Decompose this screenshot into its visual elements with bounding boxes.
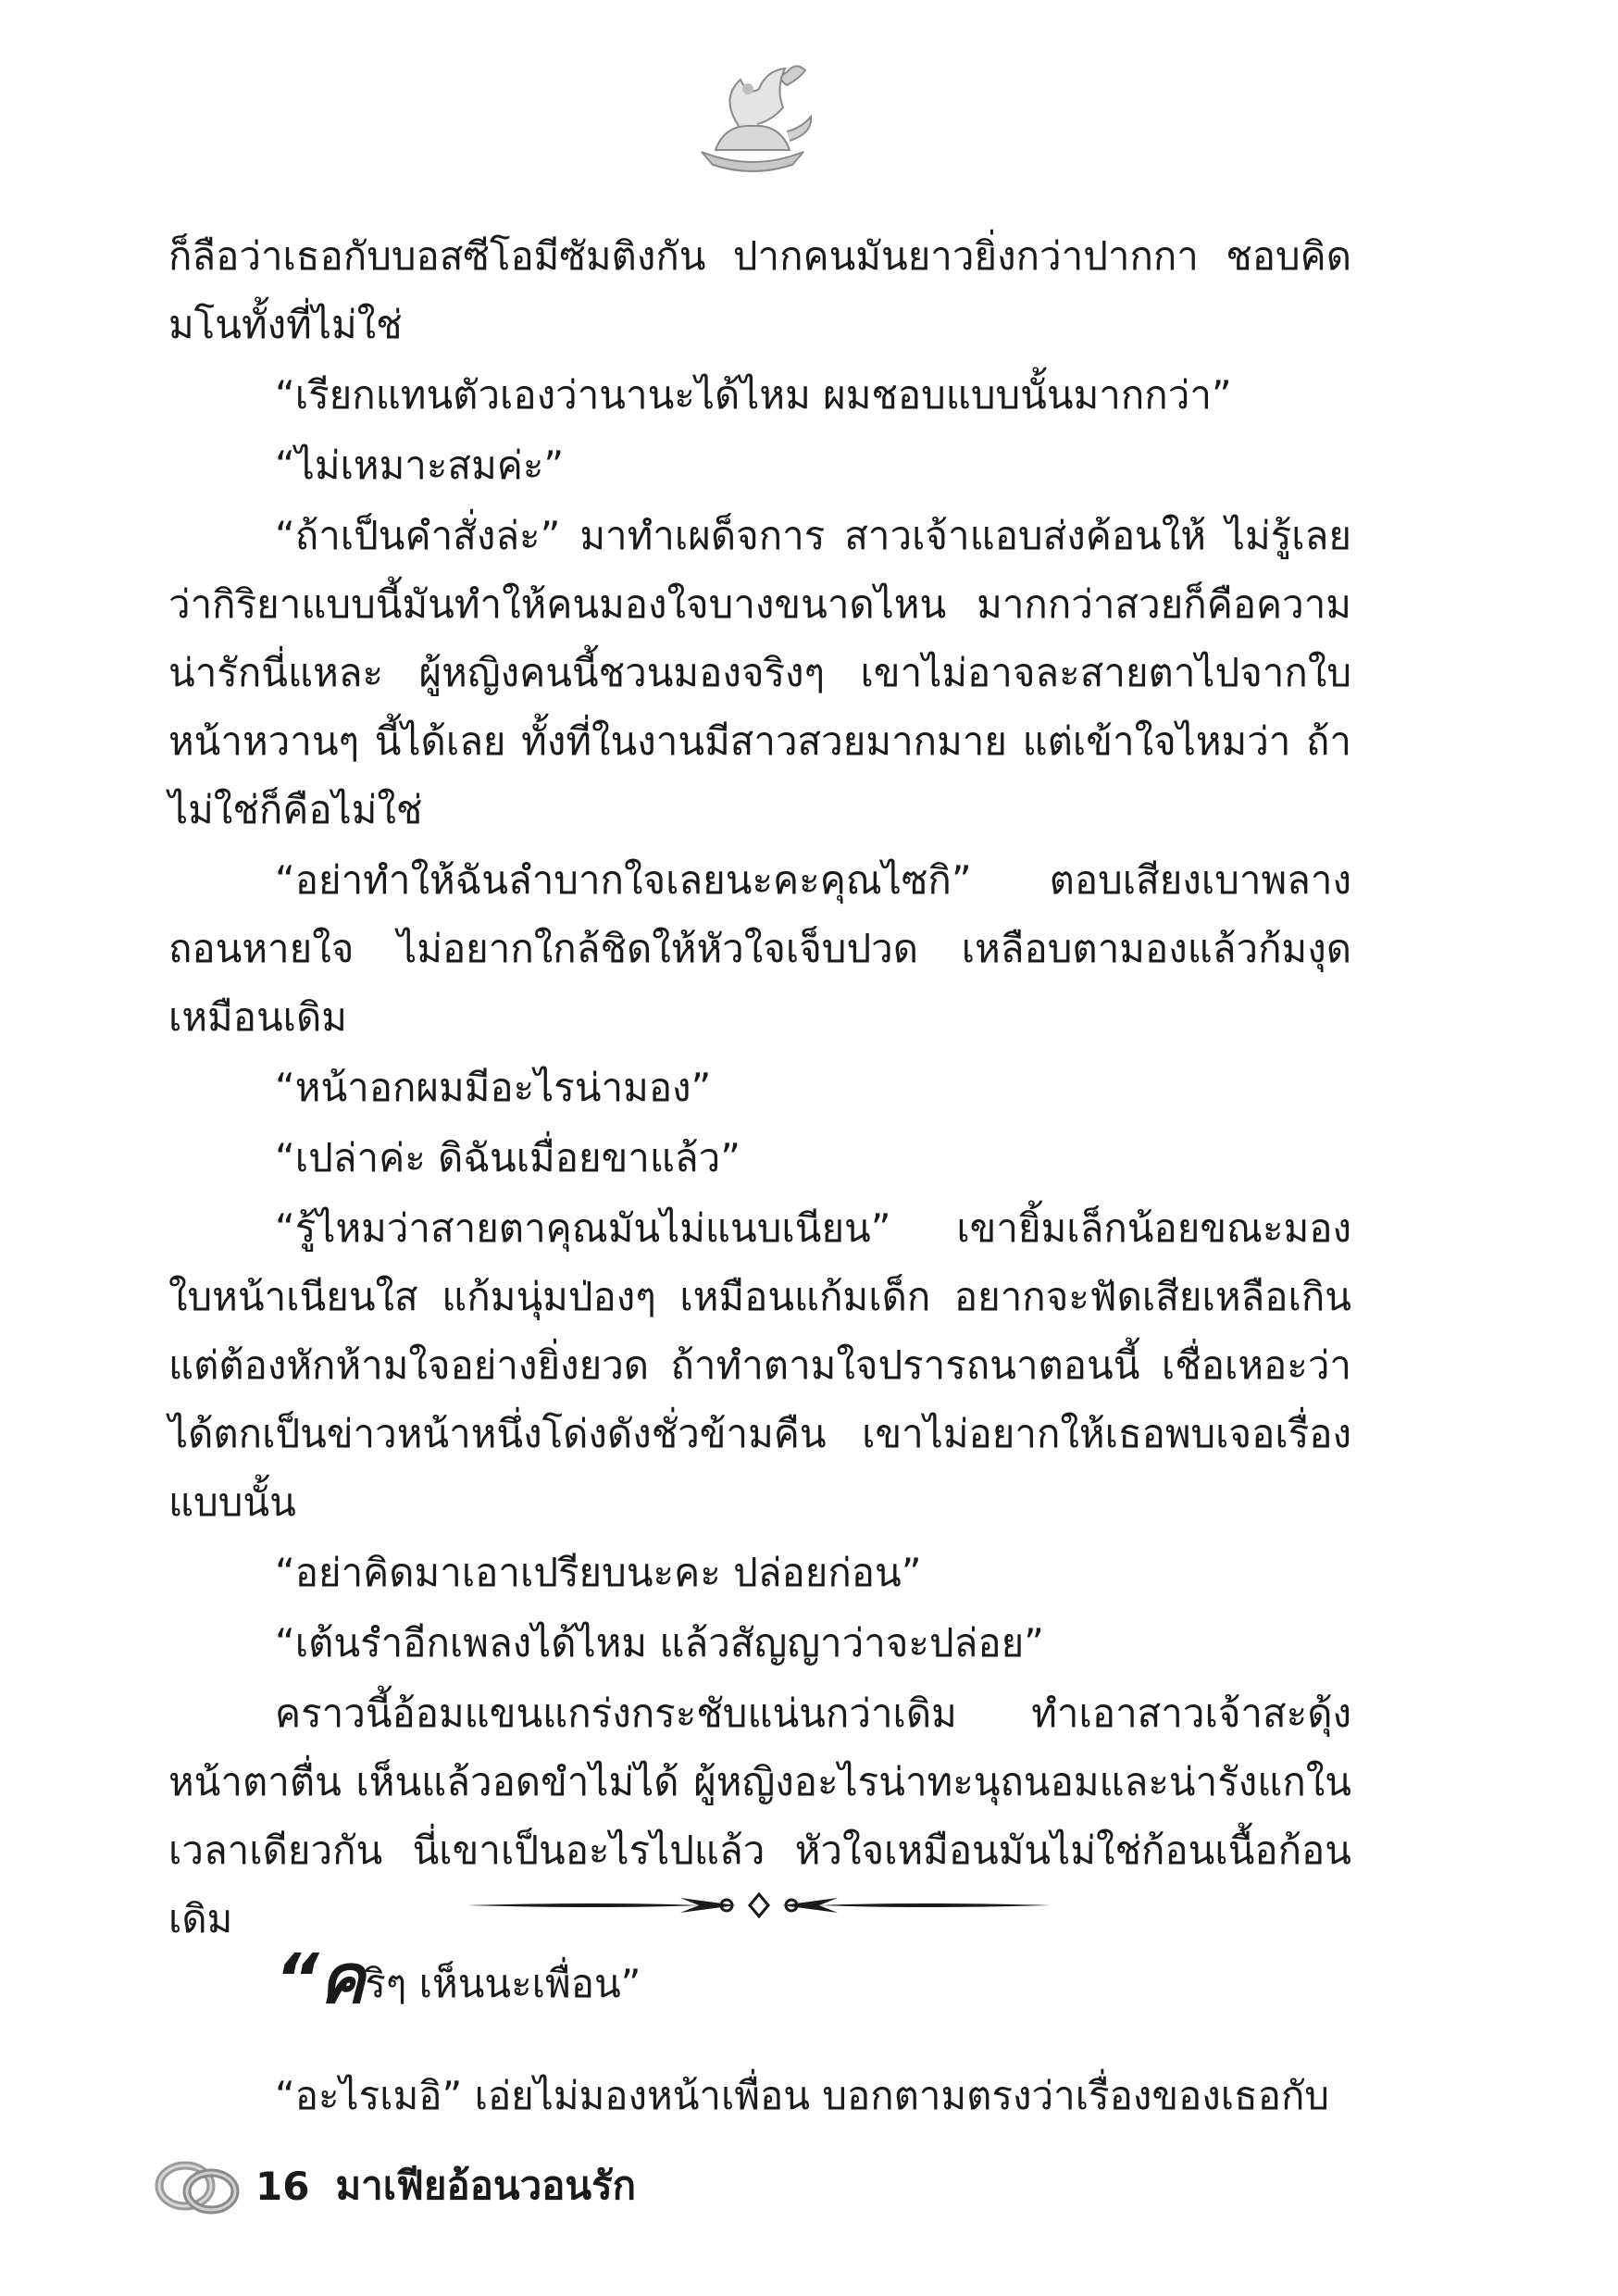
paragraph: “เต้นรำอีกเพลงได้ไหม แล้วสัญญาว่าจะปล่อย” <box>275 1620 1044 1666</box>
paragraph: “ถ้าเป็นคำสั่งล่ะ” มาทำเผด็จการ สาวเจ้าแอบส่งค้อนให้ ไม่รู้เลยว่ากิริยาแบบนี้มันทำให้คนมองใจบางขนาดไหน มากกว่าสวยก็คือความน่ารักนี่แหละ ผู้หญิงคนนี้ชวนมองจริงๆ เขาไม่อาจละสายตาไปจากใบหน้าหวานๆ นี้ได้เลย ทั้งที่ในงานมีสาวสวยมากมาย แต่เข้าใจไหมว่า ถ้าไม่ใช่ก็คือไม่ใช่ <box>168 513 1351 832</box>
book-title: มาเฟียอ้อนวอนรัก <box>335 2163 637 2208</box>
opening-line-rest: ริๆ เห็นนะเพื่อน” <box>365 1961 641 2006</box>
paragraph: “เรียกแทนตัวเองว่านานะได้ไหม ผมชอบแบบนั้นมากกว่า” <box>275 372 1232 418</box>
paragraph: “เปล่าค่ะ ดิฉันเมื่อยขาแล้ว” <box>275 1135 741 1180</box>
paragraph: “ไม่เหมาะสมค่ะ” <box>275 443 565 488</box>
paragraph: “รู้ไหมว่าสายตาคุณมันไม่แนบเนียน” เขายิ้มเล็กน้อยขณะมองใบหน้าเนียนใส แก้มนุ่มป่องๆ เหมือนแก้มเด็ก อยากจะฟัดเสียเหลือเกิน แต่ต้องหักห้ามใจอย่างยิ่งยวด ถ้าทำตามใจปรารถนาตอนนี้ เชื่อเหอะว่าได้ตกเป็นข่าวหน้าหนึ่งโด่งดังชั่วข้ามคืน เขาไม่อยากให้เธอพบเจอเรื่องแบบนั้น <box>168 1205 1351 1525</box>
paragraph: “อะไรเมอิ” เอ่ยไม่มองหน้าเพื่อน บอกตามตรงว่าเรื่องของเธอกับ <box>275 2073 1330 2118</box>
body-text <box>168 222 1351 1955</box>
drop-cap: ค <box>318 1940 366 2019</box>
chapter-opening-line <box>275 1942 641 2021</box>
lamp-ornament-icon <box>683 52 822 181</box>
wedding-rings-icon <box>148 2149 250 2223</box>
page-number: 16 <box>255 2163 310 2209</box>
scene-divider-ornament <box>467 1889 1051 1922</box>
paragraph: “อย่าทำให้ฉันลำบากใจเลยนะคะคุณไซกิ” ตอบเสียงเบาพลางถอนหายใจ ไม่อยากใกล้ชิดให้หัวใจเจ็บปวด เหลือบตามองแล้วก้มงุดเหมือนเดิม <box>168 857 1351 1040</box>
paragraph: ก็ลือว่าเธอกับบอสซีโอมีซัมติงกัน ปากคนมันยาวยิ่งกว่าปากกา ชอบคิดมโนทั้งที่ไม่ใช่ <box>168 233 1351 347</box>
page-footer <box>148 2144 636 2227</box>
opening-quote-mark: “ <box>275 1940 319 2019</box>
paragraph: คราวนี้อ้อมแขนแกร่งกระชับแน่นกว่าเดิม ทำเอาสาวเจ้าสะดุ้งหน้าตาตื่น เห็นแล้วอดขำไม่ได้ ผู้หญิงอะไรน่าทะนุถนอมและน่ารังแกในเวลาเดียวกัน นี่เขาเป็นอะไรไปแล้ว หัวใจเหมือนมันไม่ใช่ก้อนเนื้อก้อนเดิม <box>168 1691 1351 1941</box>
paragraph: “หน้าอกผมมีอะไรน่ามอง” <box>275 1065 712 1110</box>
paragraph: “อย่าคิดมาเอาเปรียบนะคะ ปล่อยก่อน” <box>275 1550 922 1595</box>
